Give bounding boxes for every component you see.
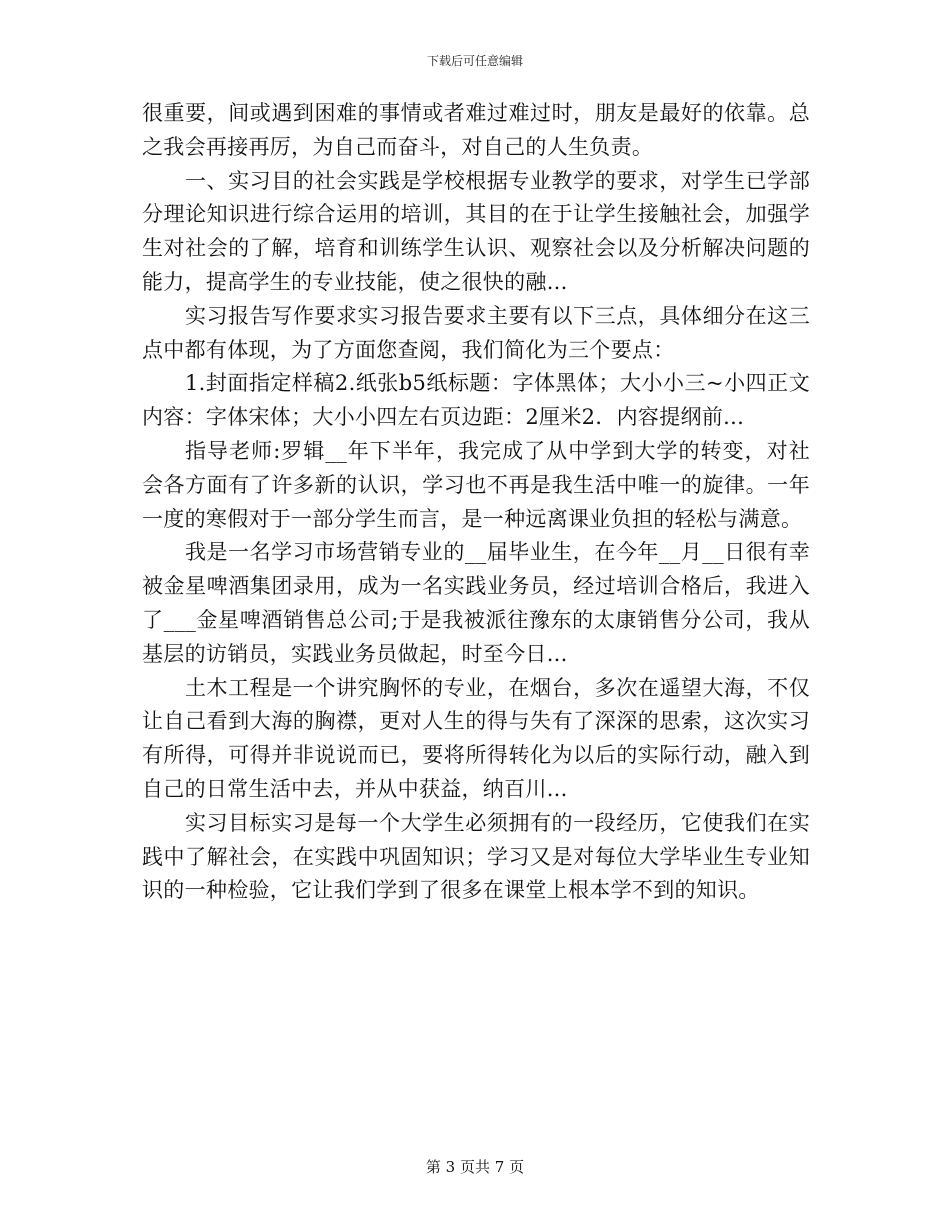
paragraph: 实习目标实习是每一个大学生必须拥有的一段经历，它使我们在实践中了解社会，在实践中巩固知识；学习又是对每位大学毕业生专业知识的一种检验，它让我们学到了很多在课堂上根本学不到的知识。: [142, 810, 810, 903]
paragraph: 指导老师:罗辑__年下半年，我完成了从中学到大学的转变，对社会各方面有了许多新的认识，学习也不再是我生活中唯一的旋律。一年一度的寒假对于一部分学生而言，是一种远离课业负担的轻松与满意。: [142, 438, 810, 531]
paragraph: 一、实习目的社会实践是学校根据专业教学的要求，对学生已学部分理论知识进行综合运用的培训，其目的在于让学生接触社会，加强学生对社会的了解，培育和训练学生认识、观察社会以及分析解决问题的能力，提高学生的专业技能，使之很快的融...: [142, 168, 810, 294]
document-body: [142, 97, 810, 908]
paragraph: 实习报告写作要求实习报告要求主要有以下三点，具体细分在这三点中都有体现，为了方面您查阅，我们简化为三个要点：: [142, 303, 810, 362]
paragraph: 我是一名学习市场营销专业的__届毕业生，在今年__月__日很有幸被金星啤酒集团录用，成为一名实践业务员，经过培训合格后，我进入了___金星啤酒销售总公司;于是我被派往豫东的太康销售分公司，我从基层的访销员，实践业务员做起，时至今日...: [142, 540, 810, 666]
page-number: 第 3 页共 7 页: [425, 1158, 525, 1176]
page-header: 下载后可任意编辑: [426, 54, 523, 68]
paragraph: 1.封面指定样稿2.纸张b5纸标题：字体黑体；大小小三~小四正文内容：字体宋体；大小小四左右页边距：2厘米2．内容提纲前...: [142, 371, 810, 430]
paragraph: 土木工程是一个讲究胸怀的专业，在烟台，多次在遥望大海，不仅让自己看到大海的胸襟，更对人生的得与失有了深深的思索，这次实习有所得，可得并非说说而已，要将所得转化为以后的实际行动，融入到自己的日常生活中去，并从中获益，纳百川...: [142, 675, 810, 801]
paragraph: 很重要，间或遇到困难的事情或者难过难过时，朋友是最好的依靠。总之我会再接再厉，为自己而奋斗，对自己的人生负责。: [142, 101, 810, 159]
